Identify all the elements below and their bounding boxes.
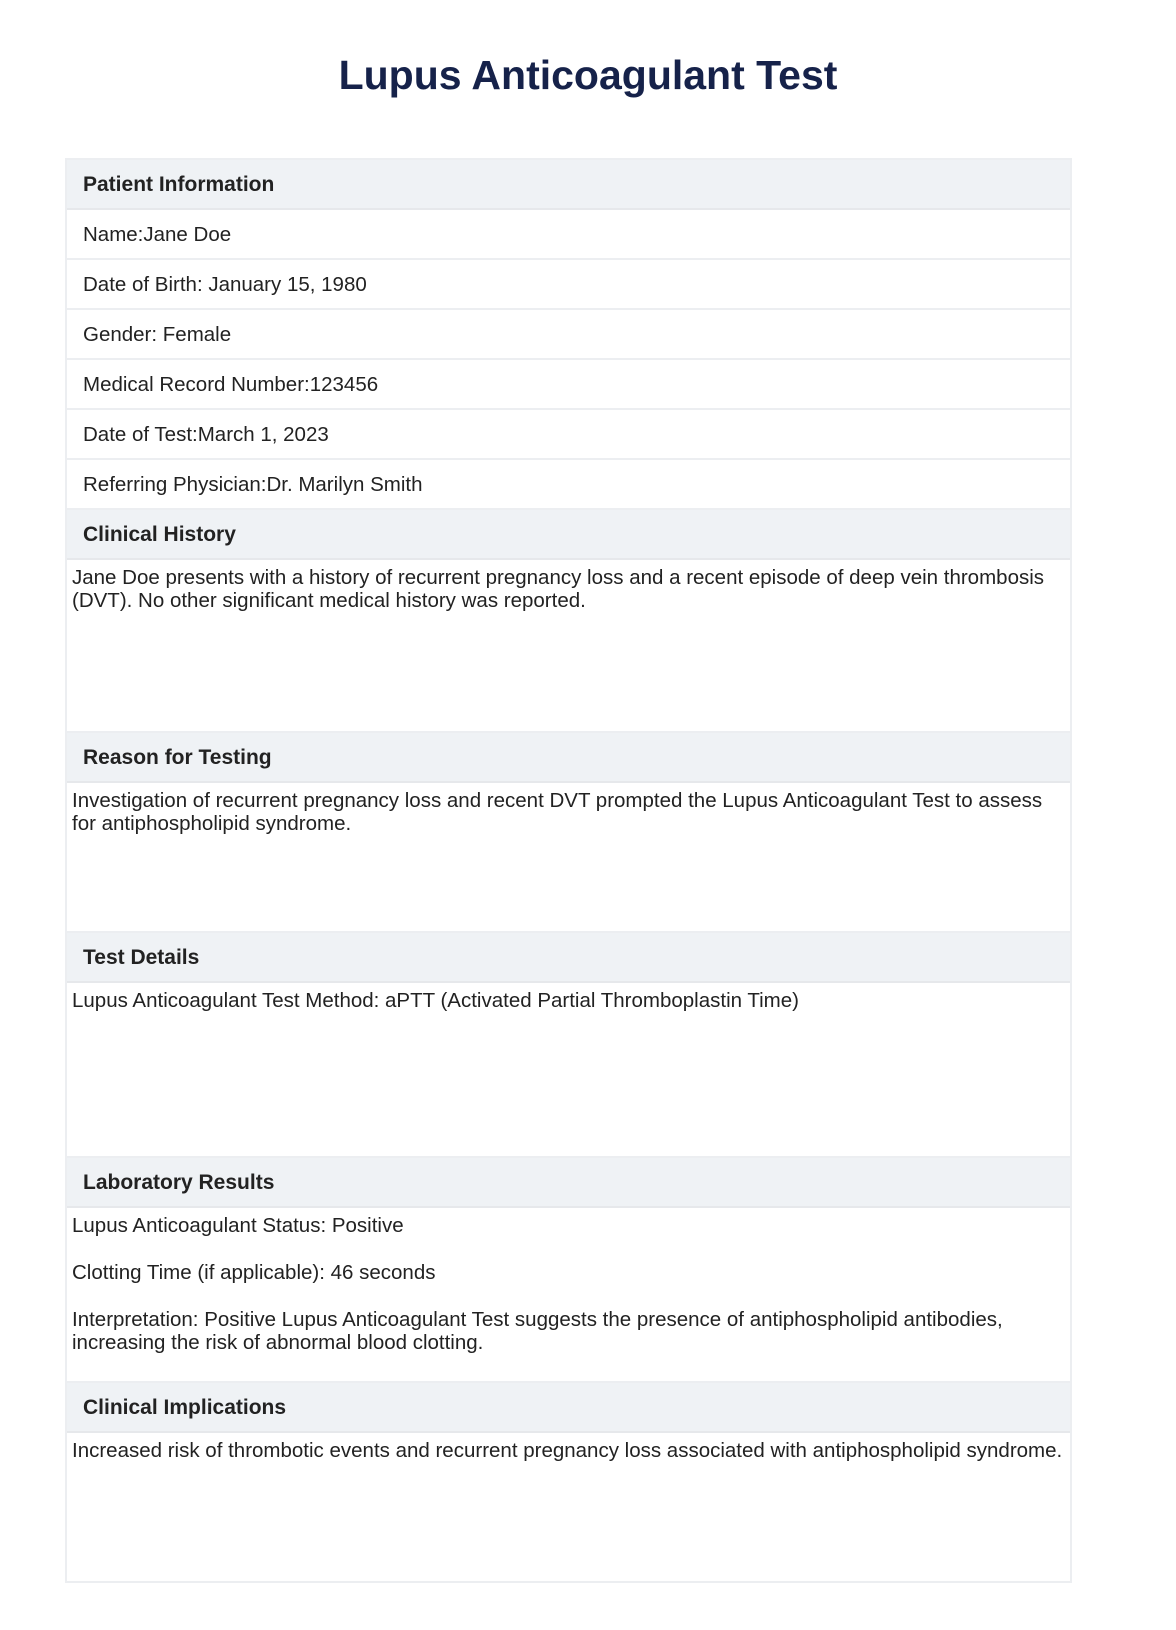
section-header-patient-information: Patient Information [67,160,1070,210]
lab-status: Lupus Anticoagulant Status: Positive [72,1214,404,1237]
section-header-test-details: Test Details [67,933,1070,983]
implications-body [67,1433,1070,1581]
patient-dob: Date of Birth: January 15, 1980 [67,260,1070,310]
clinical-history-text: Jane Doe presents with a history of recurrent pregnancy loss and a recent episode of deep vein thrombosis (DVT). No other significant medical history was reported. [72,566,1045,612]
test-details-body [67,983,1070,1158]
patient-gender: Gender: Female [67,310,1070,360]
reason-text: Investigation of recurrent pregnancy loss and recent DVT prompted the Lupus Anticoagulant Test to assess for antiphospholipid syndrome. [72,789,1043,835]
test-details-text: Lupus Anticoagulant Test Method: aPTT (Activated Partial Thromboplastin Time) [72,989,799,1012]
lab-results-body [67,1208,1070,1383]
clinical-history-body [67,560,1070,733]
section-header-clinical-implications: Clinical Implications [67,1383,1070,1433]
section-header-reason-for-testing: Reason for Testing [67,733,1070,783]
lab-clotting-time: Clotting Time (if applicable): 46 seconds [72,1261,436,1284]
referring-physician: Referring Physician:Dr. Marilyn Smith [67,460,1070,510]
test-date: Date of Test:March 1, 2023 [67,410,1070,460]
patient-name: Name:Jane Doe [67,210,1070,260]
reason-body [67,783,1070,933]
page-title: Lupus Anticoagulant Test [338,52,838,98]
section-header-laboratory-results: Laboratory Results [67,1158,1070,1208]
patient-mrn: Medical Record Number:123456 [67,360,1070,410]
report-table [65,158,1072,1583]
lab-interpretation: Interpretation: Positive Lupus Anticoagulant Test suggests the presence of antiphospholipid antibodies, increasing the risk of abnormal blood clotting. [72,1308,1003,1354]
implications-text: Increased risk of thrombotic events and recurrent pregnancy loss associated with antiphospholipid syndrome. [72,1439,1063,1462]
section-header-clinical-history: Clinical History [67,510,1070,560]
